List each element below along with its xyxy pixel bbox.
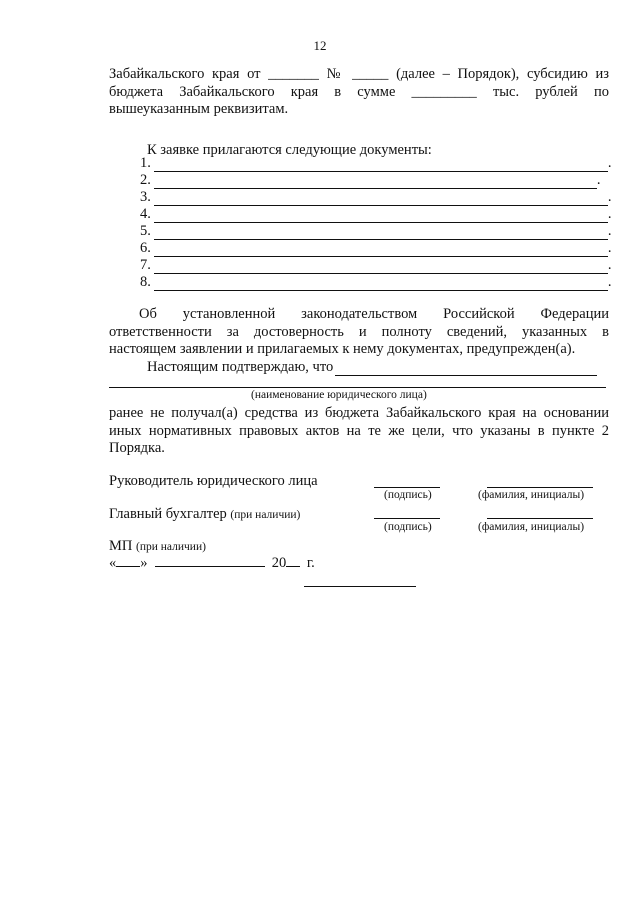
confirmation-line [147,359,597,376]
document-item-end: . [607,155,612,171]
document-item-number: 3. [140,189,151,205]
document-item-field[interactable] [154,192,608,206]
document-item[interactable] [140,189,612,206]
confirmation-text: Настоящим подтверждаю, что [147,359,334,375]
document-item-end: . [607,223,612,239]
date-day-field[interactable] [116,554,140,567]
document-item-field[interactable] [154,209,608,223]
document-item-field[interactable] [154,243,608,257]
accountant-name-caption: (фамилия, инициалы) [478,521,585,533]
head-signature-field[interactable] [374,487,440,488]
document-item-end: . [607,189,612,205]
date-month-field[interactable] [155,554,265,567]
document-item[interactable] [140,274,612,291]
responsibility-line-3: настоящем заявлении и прилагаемых к нему документах, предупрежден(а). [109,341,576,357]
document-item-field[interactable] [154,175,597,189]
intro-line-3: вышеуказанным реквизитам. [109,101,289,117]
document-item-number: 6. [140,240,151,256]
accountant-signature-label [109,506,300,523]
document-item[interactable] [140,257,612,274]
document-item-end: . [607,274,612,290]
date-close-quote: » [140,555,148,571]
document-item-end: . [607,240,612,256]
document-item[interactable] [140,240,612,257]
stamp-note: (при наличии) [136,541,206,553]
documents-heading: К заявке прилагаются следующие документы: [147,142,432,158]
entity-name-field-part-2[interactable] [109,387,606,388]
document-item-number: 4. [140,206,151,222]
document-item[interactable] [140,223,612,240]
end-separator-line [304,586,416,587]
document-item-field[interactable] [154,158,608,172]
responsibility-line-2: ответственности за достоверность и полноту сведений, указанных в [109,323,609,340]
accountant-name-field[interactable] [487,518,593,519]
entity-name-field-part-1[interactable] [335,362,597,376]
document-item-number: 7. [140,257,151,273]
stamp-text: МП [109,538,133,554]
head-signature-caption: (подпись) [384,489,432,501]
document-item-number: 5. [140,223,151,239]
accountant-label: Главный бухгалтер [109,506,227,522]
document-item-end: . [607,257,612,273]
document-item-field[interactable] [154,260,608,274]
date-year-suffix: г. [306,555,315,571]
accountant-signature-caption: (подпись) [384,521,432,533]
head-signature-label: Руководитель юридического лица [109,473,318,489]
confirmation-paragraph [109,405,609,458]
intro-paragraph [109,66,609,119]
confirmation-line-1: ранее не получал(а) средства из бюджета Забайкальского края на основании [109,405,609,421]
intro-line-2: бюджета Забайкальского края в сумме _________ тыс. рублей по [109,83,609,100]
document-item-field[interactable] [154,277,608,291]
document-item-end: . [596,172,601,188]
confirmation-line-2: иных нормативных правовых актов на те же цели, что указаны в пункте 2 [109,422,609,439]
accountant-note: (при наличии) [230,509,301,521]
date-year-prefix: 20 [271,555,287,571]
document-item[interactable] [140,206,612,223]
entity-name-caption: (наименование юридического лица) [251,389,427,401]
responsibility-paragraph [109,306,609,359]
document-item[interactable] [140,155,612,172]
document-item[interactable] [140,172,601,189]
date-line [109,554,315,572]
document-item-end: . [607,206,612,222]
date-open-quote: « [109,555,117,571]
document-item-number: 1. [140,155,151,171]
document-item-number: 8. [140,274,151,290]
stamp-label [109,538,206,555]
document-item-field[interactable] [154,226,608,240]
head-name-caption: (фамилия, инициалы) [478,489,585,501]
head-name-field[interactable] [487,487,593,488]
document-item-number: 2. [140,172,151,188]
page-number: 12 [313,38,327,53]
responsibility-line-1: Об установленной законодательством Российской Федерации [139,306,609,322]
accountant-signature-field[interactable] [374,518,440,519]
confirmation-line-3: Порядка. [109,440,165,456]
date-year-field[interactable] [286,554,300,567]
intro-line-1: Забайкальского края от _______ № _____ (далее – Порядок), субсидию из [109,66,609,82]
